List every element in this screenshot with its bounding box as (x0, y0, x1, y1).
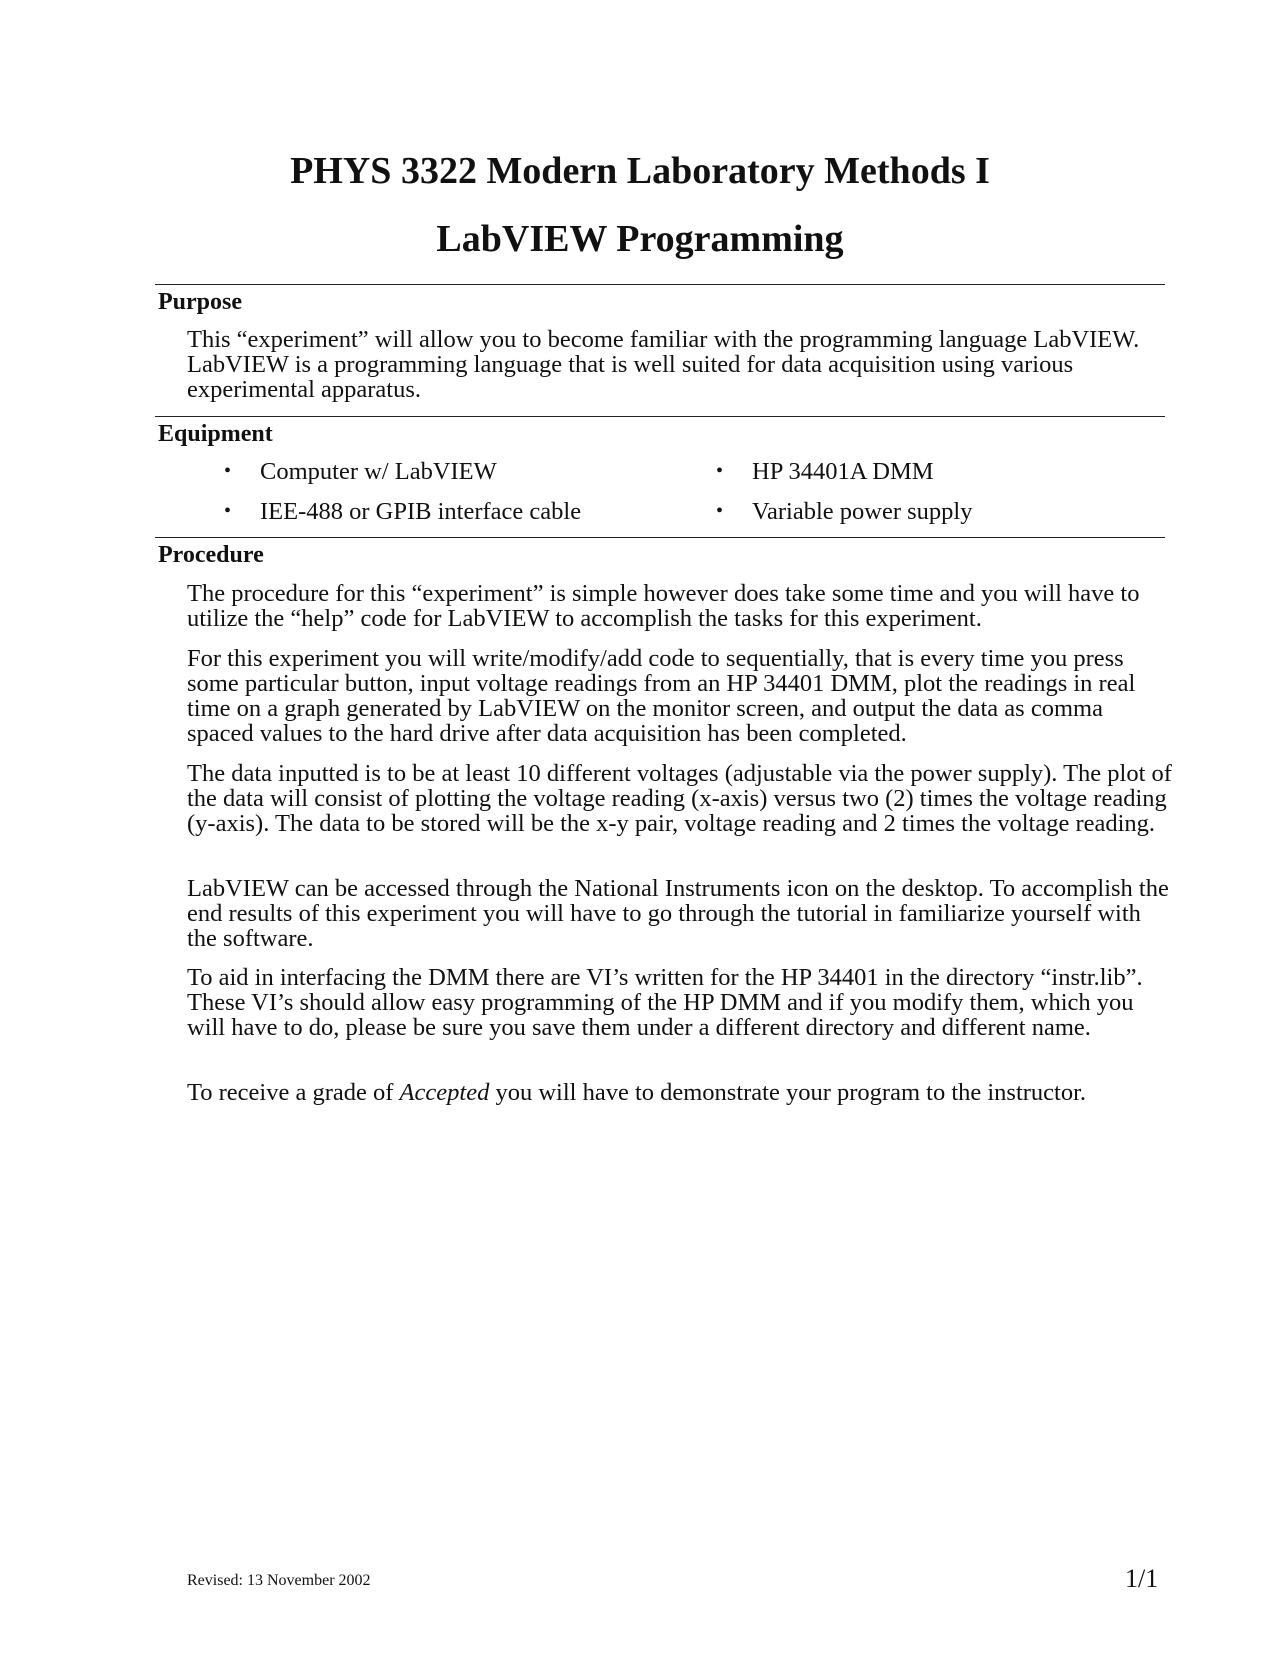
bullet-icon: • (716, 460, 724, 482)
bullet-icon: • (224, 460, 232, 482)
document-subtitle: LabVIEW Programming (436, 218, 844, 260)
final-text-prefix: To receive a grade of (187, 1079, 400, 1106)
equipment-item-label: HP 34401A DMM (752, 458, 934, 485)
purpose-heading: Purpose (158, 289, 242, 315)
procedure-divider (155, 537, 1165, 538)
bullet-icon: • (716, 500, 724, 522)
document-title: PHYS 3322 Modern Laboratory Methods I (290, 150, 990, 192)
procedure-paragraph: For this experiment you will write/modify/add code to sequentially, that is every time you press some particular button, input voltage readings from an HP 34401 DMM, plot the readings in real time on a graph generated by LabVIEW on the monitor screen, and output the data as comma spaced values to the hard drive after data acquisition has been completed. (187, 645, 1136, 747)
equipment-item-label: Computer w/ LabVIEW (260, 458, 497, 485)
revision-date: Revised: 13 November 2002 (187, 1572, 371, 1589)
procedure-paragraph: The data inputted is to be at least 10 different voltages (adjustable via the power supply). The plot of the data will consist of plotting the voltage reading (x-axis) versus two (2) times the voltage reading (y-axis). The data to be stored will be the x-y pair, voltage reading and 2 times the voltage reading. (187, 760, 1172, 837)
bullet-icon: • (224, 500, 232, 522)
equipment-item (716, 500, 972, 525)
equipment-heading: Equipment (158, 421, 273, 447)
purpose-divider (155, 284, 1165, 285)
equipment-divider (155, 416, 1165, 417)
procedure-paragraph: The procedure for this “experiment” is simple however does take some time and you will have to utilize the “help” code for LabVIEW to accomplish the tasks for this experiment. (187, 580, 1140, 632)
page-number: 1/1 (1125, 1564, 1159, 1593)
procedure-paragraph: To aid in interfacing the DMM there are VI’s written for the HP 34401 in the directory “instr.lib”. These VI’s should allow easy programming of the HP DMM and if you modify them, which you will have to do, please be sure you save them under a different directory and different name. (187, 964, 1143, 1041)
procedure-heading: Procedure (158, 542, 264, 568)
procedure-paragraph: LabVIEW can be accessed through the National Instruments icon on the desktop. To accomplish the end results of this experiment you will have to go through the tutorial in familiarize yourself with the software. (187, 875, 1169, 952)
final-text-suffix: you will have to demonstrate your program to the instructor. (489, 1079, 1087, 1106)
equipment-item-label: IEE-488 or GPIB interface cable (260, 498, 582, 525)
equipment-item-label: Variable power supply (752, 498, 973, 525)
equipment-item (224, 460, 497, 485)
accepted-emphasis: Accepted (399, 1079, 490, 1106)
purpose-text: This “experiment” will allow you to become familiar with the programming language LabVIEW. LabVIEW is a programming language that is well suited for data acquisition using various experimental apparatus. (187, 326, 1140, 403)
equipment-item (716, 460, 934, 485)
procedure-final-paragraph (187, 1080, 1172, 1105)
equipment-item (224, 500, 581, 525)
